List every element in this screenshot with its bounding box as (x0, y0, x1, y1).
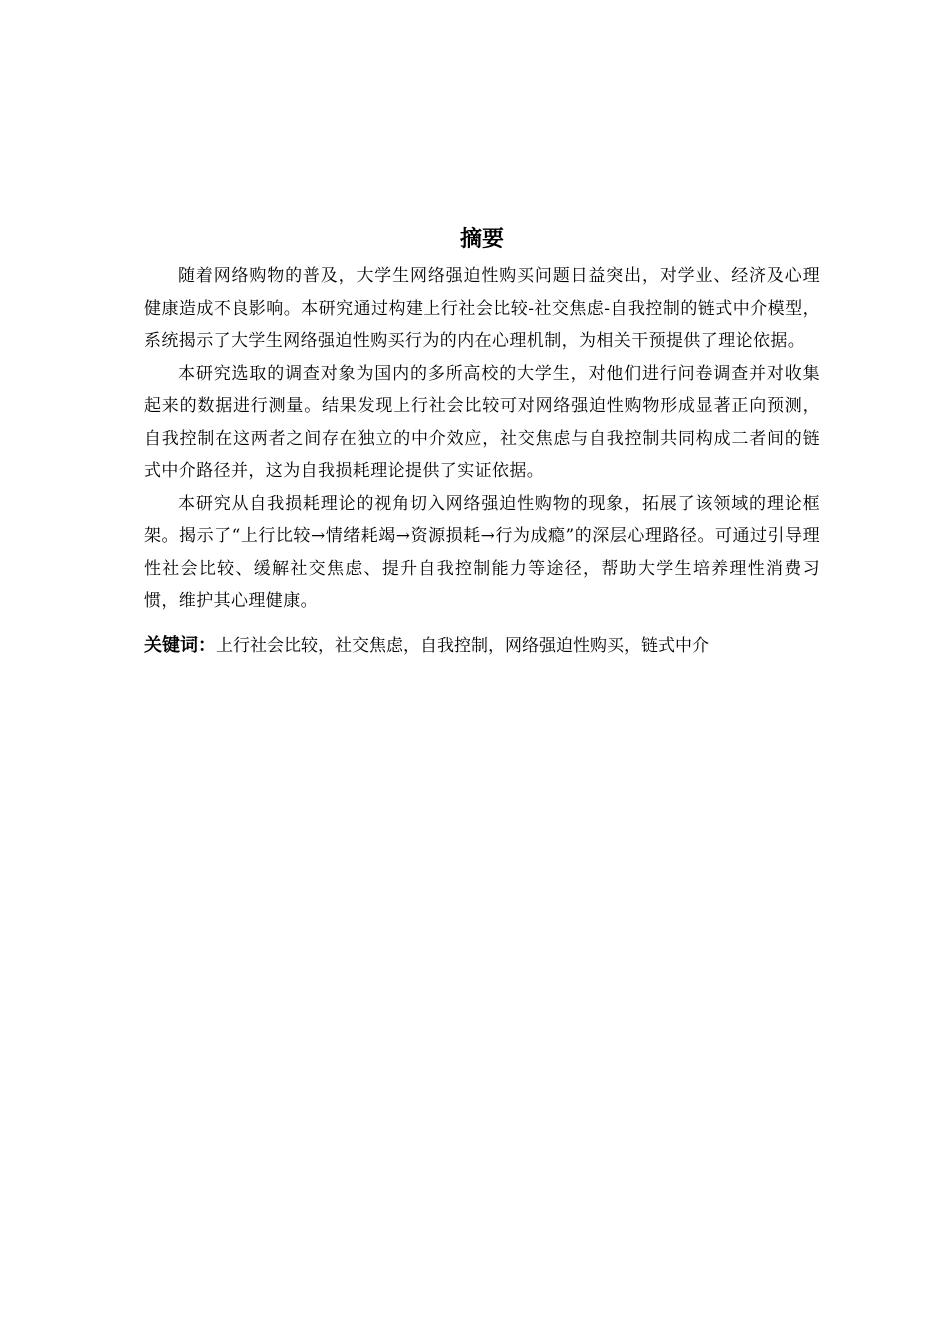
abstract-title: 摘要 (459, 227, 504, 252)
abstract-paragraph-2: 本研究选取的调查对象为国内的多所高校的大学生，对他们进行问卷调查并对收集起来的数据进行测量。结果发现上行社会比较可对网络强迫性购物形成显著正向预测，自我控制在这两者之间存在独立的中介效应，社交焦虑与自我控制共同构成二者间的链式中介路径并，这为自我损耗理论提供了实证依据。 (144, 363, 820, 481)
keywords-text: 上行社会比较，社交焦虑，自我控制，网络强迫性购买，链式中介 (216, 635, 709, 656)
abstract-section (144, 222, 820, 662)
abstract-paragraph-1: 随着网络购物的普及，大学生网络强迫性购买问题日益突出，对学业、经济及心理健康造成不良影响。本研究通过构建上行社会比较-社交焦虑-自我控制的链式中介模型，系统揭示了大学生网络强迫性购买行为的内在心理机制，为相关干预提供了理论依据。 (144, 266, 820, 351)
keywords-line (144, 630, 820, 662)
abstract-paragraph-3: 本研究从自我损耗理论的视角切入网络强迫性购物的现象，拓展了该领域的理论框架。揭示了“上行比较→情绪耗竭→资源损耗→行为成瘾”的深层心理路径。可通过引导理性社会比较、缓解社交焦虑、提升自我控制能力等途径，帮助大学生培养理性消费习惯，维护其心理健康。 (144, 493, 820, 611)
keywords-label: 关键词： (144, 634, 216, 656)
